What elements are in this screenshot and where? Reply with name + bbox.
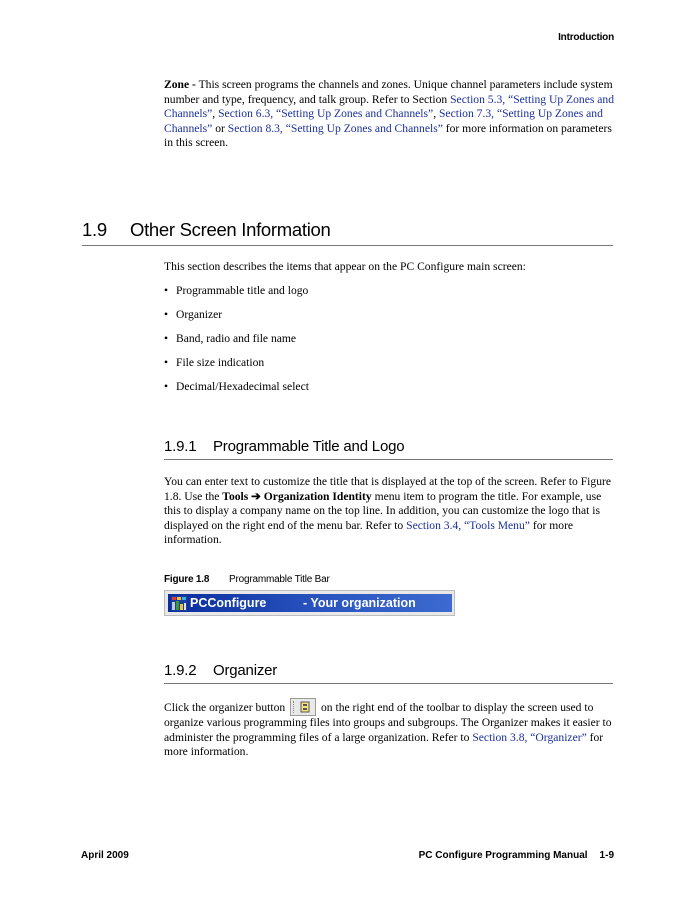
screen-items-list <box>164 284 309 404</box>
link-section-3-8[interactable]: Section 3.8, “Organizer” <box>472 730 587 744</box>
heading-1-9-1 <box>164 438 613 460</box>
list-item: • File size indication <box>164 356 309 380</box>
heading-1-9-2 <box>164 662 613 684</box>
list-item: • Programmable title and logo <box>164 284 309 308</box>
app-title: PCConfigure <box>190 596 267 610</box>
page-number: 1-9 <box>599 850 614 861</box>
heading-number: 1.9.2 <box>164 662 197 679</box>
organizer-paragraph: Click the organizer button on the right end of the toolbar to display the screen used to organize various programming files into groups and subgroups. The Organizer makes it easier to administer the programming files of a large organization. Refer to Section 3.8, “Organizer” for more information. <box>164 698 614 760</box>
heading-number: 1.9 <box>82 219 107 240</box>
manual-title: PC Configure Programming Manual <box>418 850 588 861</box>
menu-path: Tools ➔ Organization Identity <box>222 489 372 503</box>
running-header: Introduction <box>558 32 614 43</box>
programmable-title-bar-figure <box>164 590 455 616</box>
title-bar <box>168 594 452 612</box>
organizer-icon <box>291 699 315 715</box>
list-item: • Organizer <box>164 308 309 332</box>
zone-paragraph: Zone - This screen programs the channels and zones. Unique channel parameters include system number and type, frequency, and talk group. Refer to Section Section 5.3, “Setting Up Zones and Channels”, Section 6.3, “Setting Up Zones and Channels”, Section 7.3, “Setting Up Zones and Channels” or Section 8.3, “Setting Up Zones and Channels” for more information on parameters in this screen. <box>164 78 615 150</box>
heading-1-9 <box>82 219 613 246</box>
heading-title: Organizer <box>213 662 278 679</box>
zone-term: Zone - <box>164 78 196 91</box>
heading-number: 1.9.1 <box>164 438 197 455</box>
section-intro: This section describes the items that appear on the PC Configure main screen: <box>164 260 526 273</box>
title-logo-paragraph: You can enter text to customize the title that is displayed at the top of the screen. Refer to Figure 1.8. Use the Tools ➔ Organization Identity menu item to program the title. For example, use this to display a company name on the top line. In addition, you can customize the logo that is displayed on the right end of the menu bar. Refer to Section 3.4, “Tools Menu” for more information. <box>164 475 611 547</box>
organization-title: - Your organization <box>303 596 416 610</box>
app-logo-icon <box>171 596 187 611</box>
link-section-5-3[interactable]: Section 5.3, “Setting Up Zones and Channels” <box>164 92 615 121</box>
link-section-7-3[interactable]: Section 7.3, “Setting Up Zones and Channels” <box>164 107 603 135</box>
link-section-8-3[interactable]: Section 8.3, “Setting Up Zones and Channels” <box>227 121 443 135</box>
link-section-3-4[interactable]: Section 3.4, “Tools Menu” <box>406 518 530 532</box>
heading-title: Programmable Title and Logo <box>213 438 405 455</box>
heading-title: Other Screen Information <box>130 219 331 240</box>
link-section-6-3[interactable]: Section 6.3, “Setting Up Zones and Channels” <box>218 107 434 121</box>
figure-number: Figure 1.8 <box>164 574 210 585</box>
organizer-button[interactable] <box>290 698 316 716</box>
footer-date: April 2009 <box>81 850 129 861</box>
figure-title: Programmable Title Bar <box>229 574 330 585</box>
list-item: • Decimal/Hexadecimal select <box>164 380 309 404</box>
figure-caption <box>164 574 330 585</box>
footer-manual <box>419 850 614 861</box>
list-item: • Band, radio and file name <box>164 332 309 356</box>
